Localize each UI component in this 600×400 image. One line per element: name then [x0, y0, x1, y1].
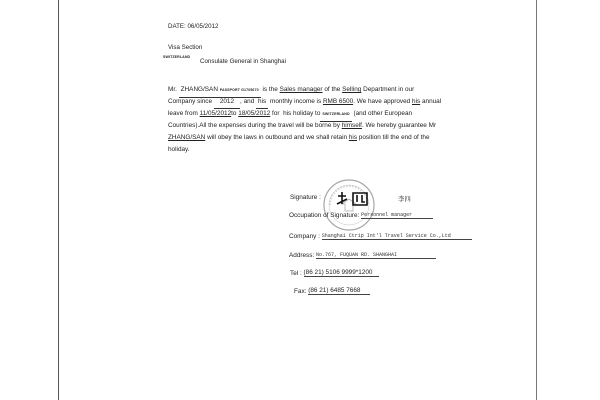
letter-line-6 [168, 144, 190, 156]
tel-label: Tel : [290, 270, 302, 277]
other-countries-text: (and other European [353, 110, 413, 117]
handwritten-signature-icon [334, 190, 382, 208]
guarantee-text: . We hereby guarantee Mr [361, 122, 437, 129]
department-rest: Department in our [363, 86, 415, 93]
position-till-text: position till the end of the [358, 134, 430, 141]
occupation-value: Personnel manager [361, 212, 433, 219]
approved-text: . We have approved [353, 98, 411, 105]
consulate-line: Consulate General in Shanghai [200, 58, 286, 65]
address-label: Address: [289, 252, 315, 259]
company-row [289, 233, 472, 240]
company-since-text: Company since [168, 98, 213, 105]
leave-from-text: leave from [168, 110, 198, 117]
and-text: , and [240, 98, 255, 105]
signature-value: 李四 [398, 196, 411, 203]
letter-line-4 [168, 120, 436, 132]
fax-value: (86 21) 6485 7668 [308, 287, 370, 295]
scan-edge-left [58, 0, 59, 400]
his-4: his [348, 134, 358, 141]
destination-value: SWITZERLAND [320, 109, 351, 122]
fax-row [294, 287, 370, 295]
start-year: 2012 [214, 96, 240, 109]
tel-value: (86 21) 5106 9999*1200 [304, 269, 379, 277]
obey-text: will obey the laws in outbound and we shall retain [207, 134, 348, 141]
leave-from-date: 11/05/2012 [199, 110, 232, 117]
company-value: Shanghai Ctrip Int'l Travel Service Co.,Ltd [322, 233, 472, 240]
country-stamp: SWITZERLAND [163, 55, 191, 59]
department-value: Selling [342, 86, 362, 93]
company-label: Company : [289, 233, 320, 240]
scan-edge-right [536, 0, 537, 400]
position-value: Sales manager [279, 86, 323, 93]
fax-label: Fax: [294, 288, 307, 295]
monthly-income-text: monthly income is [270, 98, 322, 105]
his-1: his [256, 96, 268, 109]
his-3: his [283, 110, 292, 117]
address-row [289, 252, 436, 259]
for-text: for [272, 110, 280, 117]
is-the-text: is the [262, 86, 278, 93]
his-2: his [412, 98, 421, 105]
countries-text: Countries).All the expenses during the travel will be borne by [168, 122, 340, 129]
signature-mark [334, 190, 382, 208]
passport-note: PASSPORT G1705670 [219, 88, 259, 92]
visa-section: Visa Section [168, 44, 203, 51]
employee-name-2: ZHANG/SAN [168, 134, 206, 141]
occupation-label: Occupation of Signature: [289, 212, 360, 219]
holiday-text: holiday. [168, 146, 190, 153]
address-value: No.767, FUQUAN RD. SHANGHAI [316, 252, 436, 259]
letter-line-5 [168, 132, 430, 144]
himself-text: himself [341, 122, 362, 129]
to-text: to [231, 110, 237, 117]
of-the-text: of the [324, 86, 341, 93]
occupation-row [289, 212, 433, 219]
date-line: DATE: 06/05/2012 [168, 23, 219, 30]
signature-label: Signature : [290, 194, 321, 201]
leave-to-date: 18/05/2012 [238, 110, 271, 117]
employee-name: ZHANG/SAN [180, 86, 218, 93]
annual-text: annual [421, 98, 442, 105]
income-value: RMB 6500 [322, 98, 354, 105]
letter-line-2 [168, 96, 441, 109]
tel-row [290, 269, 379, 277]
mr-text: Mr. [168, 86, 177, 93]
holiday-to-text: holiday to [293, 110, 321, 117]
